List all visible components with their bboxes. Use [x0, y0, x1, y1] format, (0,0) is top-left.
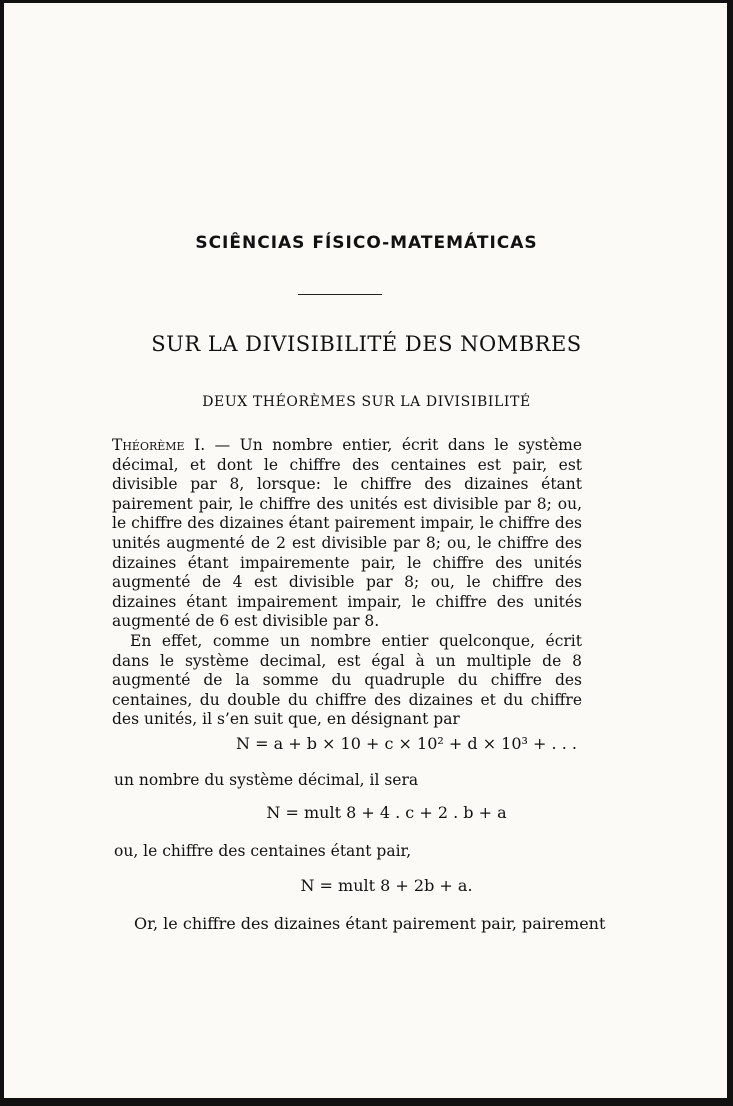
text-line-1: un nombre du système décimal, il sera [114, 771, 419, 789]
equation-3: N = mult 8 + 2b + a. [300, 876, 473, 895]
theorem-label: Théorème I. [112, 436, 206, 454]
equation-2: N = mult 8 + 4 . c + 2 . b + a [266, 803, 507, 822]
equation-1: N = a + b × 10 + c × 10² + d × 10³ + . . . [236, 734, 577, 753]
section-title: SCIÊNCIAS FÍSICO-MATEMÁTICAS [195, 233, 538, 253]
theorem-text: — Un nombre entier, écrit dans le système décimal, et dont le chiffre des centaines est pair, est divisible par 8, lorsque: le chiffre des dizaines étant pairement pair, le chiffre des unités est divisible par 8; ou, le chiffre des dizaines étant pairement impair, le chiffre des unités augmenté de 2 est divisible par 8; ou, le chiffre des dizaines étant impairemente pair, le chiffre des unités augmenté de 4 est divisible par 8; ou, le chiffre des dizaines étant impairement impair, le chiffre des unités augmenté de 6 est divisible par 8. [112, 436, 582, 631]
main-title: SUR LA DIVISIBILITÉ DES NOMBRES [151, 332, 582, 356]
body-text [112, 436, 582, 730]
scan-border-left [0, 0, 4, 1106]
proof-paragraph: En effet, comme un nombre entier quelconque, écrit dans le système decimal, est égal à un multiple de 8 augmenté de la somme du quadruple du chiffre des centaines, du double du chiffre des dizaines et du chiffre des unités, il s’en suit que, en désignant par [112, 631, 582, 729]
theorem-paragraph [112, 436, 582, 632]
text-line-3: Or, le chiffre des dizaines étant pairement pair, pairement [134, 914, 606, 933]
title-rule [298, 294, 382, 295]
scan-border-right [727, 0, 733, 1106]
scan-border-top [0, 0, 733, 3]
text-line-2: ou, le chiffre des centaines étant pair, [114, 842, 412, 860]
subtitle: DEUX THÉORÈMES SUR LA DIVISIBILITÉ [202, 394, 531, 410]
scan-border-bottom [0, 1098, 733, 1106]
